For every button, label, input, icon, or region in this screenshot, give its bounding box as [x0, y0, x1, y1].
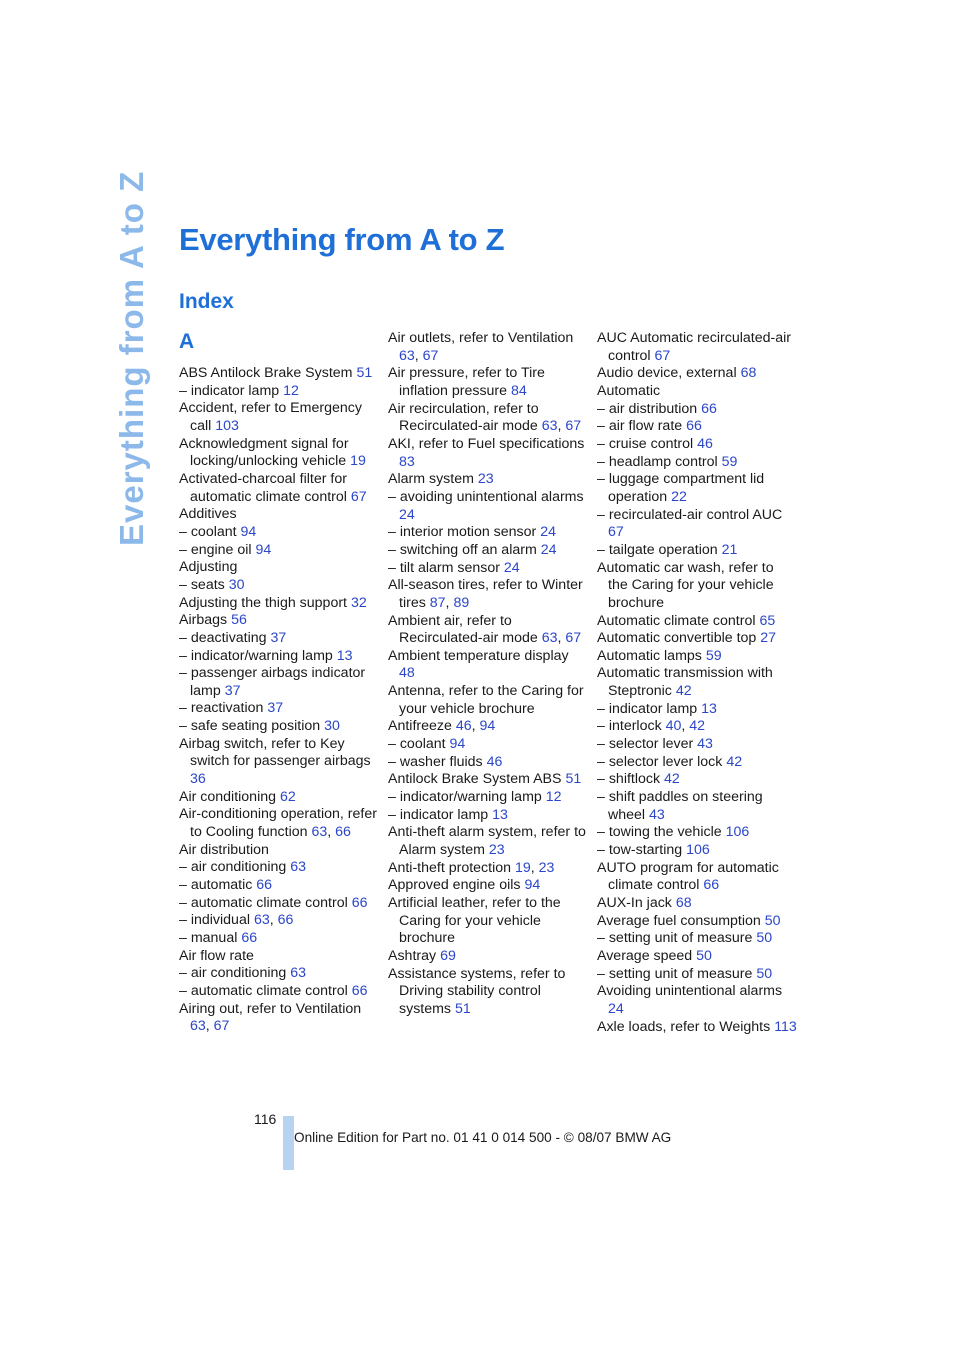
entry-text: – coolant [179, 523, 237, 540]
index-entry [179, 930, 379, 948]
page-link[interactable]: 51 [356, 365, 373, 381]
page-link[interactable]: 50 [756, 965, 773, 982]
index-entry [388, 948, 588, 966]
index-entry: All-season tires, refer to Winter tires 87, 89 [388, 577, 583, 611]
entry-text: – tow-starting [597, 842, 683, 859]
entry-text: Air flow rate [179, 947, 254, 964]
page-link[interactable]: 62 [279, 788, 296, 805]
entry-text: – automatic [179, 877, 253, 894]
index-entry [388, 966, 588, 1019]
index-entry [597, 560, 797, 613]
entry-text: Acknowledgment signal for locking/unlocking vehicle [179, 435, 349, 470]
page-link[interactable]: 89 [453, 594, 470, 611]
index-entry [179, 648, 379, 666]
index-entry [179, 789, 379, 807]
page-link[interactable]: 94 [255, 541, 272, 558]
index-entry: Anti-theft protection 19, 23 [388, 859, 555, 876]
index-entry [179, 400, 379, 435]
page-link[interactable]: 69 [440, 947, 456, 964]
index-entry [597, 365, 797, 383]
index-column-2 [388, 330, 588, 1019]
index-entry [597, 665, 797, 700]
entry-text: – luggage compartment lid operation [597, 471, 765, 505]
page-link[interactable]: 68 [740, 365, 757, 382]
page-link[interactable]: 94 [524, 877, 541, 894]
page-link[interactable]: 63 [311, 824, 328, 841]
index-entry [179, 559, 379, 577]
entry-text: – air distribution [597, 400, 698, 417]
entry-text: – automatic climate control [179, 982, 348, 999]
page-link[interactable]: 37 [224, 682, 241, 699]
entry-text: Assistance systems, refer to Driving stability control systems [388, 965, 566, 1017]
index-entry [597, 401, 797, 419]
index-entry [179, 542, 379, 560]
index-entry: Ambient air, refer to Recirculated-air mode 63, 67 [388, 612, 582, 647]
page-link[interactable]: 106 [725, 824, 750, 841]
index-entry [597, 789, 797, 824]
index-entry [597, 771, 797, 789]
page-link[interactable]: 24 [503, 559, 520, 576]
entry-text: Air-conditioning operation, refer to Cooling function [179, 806, 377, 841]
entry-text: Airing out, refer to Ventilation [179, 1000, 362, 1017]
index-entry [597, 842, 797, 860]
page-link[interactable]: 22 [671, 488, 687, 505]
index-entry [597, 454, 797, 472]
page-link[interactable]: 32 [350, 594, 367, 611]
index-entry [179, 983, 379, 1001]
page-link[interactable]: 30 [228, 576, 245, 593]
index-entry [179, 383, 379, 401]
entry-text: – automatic climate control [179, 894, 348, 911]
index-entry [388, 524, 588, 542]
page-link[interactable]: 37 [267, 700, 284, 717]
entry-text: AUTO program for automatic climate control [597, 859, 779, 894]
entry-text: – washer fluids [388, 753, 483, 770]
index-entry [597, 895, 797, 913]
page-link[interactable]: 21 [721, 541, 738, 558]
index-entry [179, 612, 379, 630]
page-link[interactable]: 103 [215, 417, 239, 434]
index-entry [597, 948, 797, 966]
entry-text: Automatic car wash, refer to the Caring for your vehicle brochure [597, 559, 774, 611]
page-link[interactable]: 42 [689, 718, 706, 735]
index-entry [179, 471, 379, 506]
page-link[interactable]: 51 [454, 1000, 471, 1017]
index-entry [388, 754, 588, 772]
index-entry: – interlock 40, 42 [597, 718, 706, 735]
entry-text: – manual [179, 930, 238, 946]
index-entry [597, 436, 797, 454]
page-link[interactable]: 66 [241, 930, 258, 946]
entry-text: – interlock [597, 718, 662, 735]
index-entry [179, 700, 379, 718]
page-link[interactable]: 67 [565, 630, 582, 647]
index-entry [388, 365, 588, 400]
entry-text: Air distribution [179, 841, 269, 858]
index-entry [597, 471, 797, 506]
index-entry [597, 966, 797, 984]
entry-text: AUC Automatic recirculated-air control [597, 330, 791, 364]
index-entry [179, 948, 379, 966]
index-entry: Air-conditioning operation, refer to Cooling function 63, 66 [179, 806, 377, 841]
page-link[interactable]: 51 [565, 771, 582, 788]
index-entry [597, 983, 797, 1018]
page-link[interactable]: 13 [701, 700, 717, 717]
index-entry [388, 771, 588, 789]
entry-text: Adjusting the thigh support [179, 594, 347, 611]
page-link[interactable]: 67 [350, 488, 367, 505]
entry-text: Anti-theft protection [388, 859, 512, 876]
index-entry [597, 1019, 797, 1037]
index-entry [179, 577, 379, 595]
page-link[interactable]: 66 [277, 912, 294, 929]
entry-text: – selector lever [597, 736, 694, 753]
entry-text: – avoiding unintentional alarms [388, 488, 584, 505]
page-link[interactable]: 56 [231, 612, 247, 629]
index-entry [179, 595, 379, 613]
entry-text: Avoiding unintentional alarms [597, 983, 783, 1000]
entry-text: Antenna, refer to the Caring for your vehicle brochure [388, 683, 584, 717]
index-entry: – individual 63, 66 [179, 912, 294, 929]
page-link[interactable]: 12 [545, 789, 562, 806]
page-link[interactable]: 30 [324, 718, 340, 735]
page-link[interactable]: 113 [774, 1018, 797, 1035]
page-link[interactable]: 23 [488, 842, 505, 859]
entry-text: – safe seating position [179, 718, 321, 735]
page-link[interactable]: 67 [608, 524, 624, 541]
index-entry [179, 506, 379, 524]
page-link[interactable]: 50 [764, 912, 781, 929]
entry-text: ABS Antilock Brake System [179, 365, 353, 381]
entry-text: – individual [179, 912, 250, 929]
entry-text: – indicator/warning lamp [388, 789, 542, 806]
index-entry: Air recirculation, refer to Recirculated-air mode 63, 67 [388, 400, 582, 435]
page-link[interactable]: 84 [511, 382, 527, 399]
index-entry [179, 877, 379, 895]
index-entry [597, 630, 797, 648]
entry-text: Ambient temperature display [388, 647, 569, 664]
index-entry: Air outlets, refer to Ventilation 63, 67 [388, 330, 574, 364]
index-entry [179, 365, 379, 383]
page-link[interactable]: 63 [290, 859, 306, 876]
index-entry [597, 930, 797, 948]
page-link[interactable]: 23 [477, 471, 494, 488]
entry-text: Activated-charcoal filter for automatic climate control [179, 470, 347, 505]
entry-text: Alarm system [388, 471, 474, 488]
entry-text: – seats [179, 576, 225, 593]
index-entry [597, 383, 797, 401]
entry-text: AKI, refer to Fuel specifications [388, 435, 585, 452]
entry-text: Automatic lamps [597, 647, 702, 664]
entry-text: Ambient air, refer to Recirculated-air mode [388, 612, 538, 647]
footer-bar [283, 1116, 294, 1170]
entry-text: Airbags [179, 612, 228, 629]
page-link[interactable]: 46 [486, 753, 503, 770]
index-entry [388, 877, 588, 895]
section-title: Index [179, 290, 234, 313]
page-link[interactable]: 66 [351, 982, 368, 999]
page-link[interactable]: 42 [664, 771, 680, 788]
entry-text: – setting unit of measure [597, 930, 753, 947]
entry-text: – air conditioning [179, 965, 287, 982]
entry-text: – shiftlock [597, 771, 661, 788]
entry-text: Artificial leather, refer to the Caring for your vehicle brochure [388, 895, 561, 947]
index-entry [597, 613, 797, 631]
entry-text: Accident, refer to Emergency call [179, 400, 362, 434]
entry-text: Airbag switch, refer to Key switch for passenger airbags [179, 735, 371, 770]
index-entry [597, 824, 797, 842]
entry-text: Additives [179, 506, 237, 523]
page-link[interactable]: 24 [399, 506, 415, 523]
entry-text: – coolant [388, 736, 446, 753]
index-entry [388, 895, 588, 948]
entry-text: – indicator lamp [388, 806, 489, 823]
entry-text: Average speed [597, 947, 693, 964]
entry-text: Average fuel consumption [597, 912, 761, 929]
page-link[interactable]: 42 [726, 753, 743, 770]
index-letter: A [179, 330, 195, 353]
page-link[interactable]: 67 [213, 1018, 230, 1035]
entry-text: Antifreeze [388, 718, 452, 735]
entry-text: – cruise control [597, 435, 694, 452]
index-entry [597, 913, 797, 931]
index-entry [179, 524, 379, 542]
entry-text: – shift paddles on steering wheel [597, 789, 763, 823]
page-link[interactable]: 65 [759, 612, 776, 629]
index-entry [388, 789, 588, 807]
entry-text: Automatic [597, 382, 661, 399]
page-link[interactable]: 67 [654, 347, 671, 364]
page-link[interactable]: 24 [540, 524, 556, 541]
index-entry: Airing out, refer to Ventilation 63, 67 [179, 1000, 362, 1035]
entry-text: All-season tires, refer to Winter tires [388, 577, 583, 611]
entry-text: Air outlets, refer to Ventilation [388, 330, 574, 346]
footer-text: Online Edition for Part no. 01 41 0 014 500 - © 08/07 BMW AG [294, 1130, 672, 1145]
index-entry [597, 418, 797, 436]
page-link[interactable]: 68 [675, 895, 692, 911]
page-link[interactable]: 36 [190, 771, 206, 788]
index-entry [179, 718, 379, 736]
page-link[interactable]: 66 [256, 877, 273, 894]
entry-text: Air recirculation, refer to Recirculated-air mode [388, 400, 539, 435]
index-entry [388, 824, 588, 859]
index-entry [597, 754, 797, 772]
page-link[interactable]: 27 [760, 630, 777, 647]
page-number: 116 [254, 1111, 277, 1127]
entry-text: Audio device, external [597, 365, 737, 382]
entry-text: Air conditioning [179, 788, 277, 805]
index-entry [388, 807, 588, 825]
index-entry [597, 701, 797, 719]
index-entry [388, 736, 588, 754]
page-title: Everything from A to Z [179, 222, 505, 257]
page-link[interactable]: 24 [608, 1000, 624, 1017]
index-entry [388, 683, 588, 718]
entry-text: – engine oil [179, 541, 252, 558]
entry-text: Automatic climate control [597, 612, 756, 629]
entry-text: – switching off an alarm [388, 541, 537, 558]
index-entry [597, 648, 797, 666]
page-link[interactable]: 12 [283, 382, 299, 399]
index-entry [597, 860, 797, 895]
page-link[interactable]: 19 [514, 859, 531, 876]
index-entry [388, 560, 588, 578]
page-link[interactable]: 46 [697, 435, 713, 452]
entry-text: – tailgate operation [597, 541, 718, 558]
entry-text: Axle loads, refer to Weights [597, 1018, 771, 1035]
index-column-1 [179, 330, 379, 1036]
entry-text: AUX-In jack [597, 895, 672, 911]
page-link[interactable]: 63 [541, 418, 558, 435]
page-link[interactable]: 59 [721, 453, 738, 470]
entry-text: Adjusting [179, 559, 238, 576]
page-link[interactable]: 37 [270, 629, 287, 646]
entry-text: Air pressure, refer to Tire inflation pressure [388, 365, 545, 399]
index-entry [179, 859, 379, 877]
entry-text: – interior motion sensor [388, 524, 537, 541]
entry-text: – air conditioning [179, 859, 287, 876]
entry-text: Anti-theft alarm system, refer to Alarm system [388, 824, 586, 859]
page-link[interactable]: 66 [703, 877, 720, 894]
page-link[interactable]: 87 [429, 594, 446, 611]
entry-text: – selector lever lock [597, 753, 723, 770]
page-link[interactable]: 43 [697, 736, 713, 753]
index-entry [388, 648, 588, 683]
entry-text: – tilt alarm sensor [388, 559, 500, 576]
entry-text: – passenger airbags indicator lamp [179, 665, 366, 699]
entry-text: – deactivating [179, 629, 267, 646]
index-entry [388, 471, 588, 489]
page-link[interactable]: 42 [675, 683, 692, 700]
page-link[interactable]: 43 [649, 806, 665, 823]
index-entry [597, 330, 797, 365]
index-entry [597, 736, 797, 754]
side-title: Everything from A to Z [113, 170, 150, 546]
index-entry [388, 436, 588, 471]
index-entry [597, 542, 797, 560]
page-link[interactable]: 66 [686, 418, 702, 435]
page-link[interactable]: 63 [290, 965, 306, 982]
entry-text: – indicator lamp [597, 700, 698, 717]
entry-text: – recirculated-air control AUC [597, 506, 783, 523]
index-entry [179, 895, 379, 913]
index-entry [179, 665, 379, 700]
page-link[interactable]: 83 [399, 453, 415, 470]
page-link[interactable]: 50 [696, 947, 712, 964]
page-link[interactable]: 13 [492, 806, 508, 823]
index-entry [179, 436, 379, 471]
page-link[interactable]: 63 [253, 912, 270, 929]
page-link[interactable]: 66 [335, 824, 351, 841]
entry-text: – air flow rate [597, 418, 683, 435]
page-link[interactable]: 106 [686, 842, 710, 859]
page-link[interactable]: 48 [399, 665, 415, 682]
page-link[interactable]: 94 [479, 718, 496, 735]
entry-text: Ashtray [388, 947, 437, 964]
entry-text: Automatic convertible top [597, 630, 757, 647]
index-entry [179, 630, 379, 648]
index-entry: Antifreeze 46, 94 [388, 718, 496, 735]
page-link[interactable]: 63 [541, 630, 558, 647]
page-link[interactable]: 67 [422, 347, 439, 364]
entry-text: Antilock Brake System ABS [388, 771, 562, 788]
page-link[interactable]: 67 [565, 418, 582, 435]
index-entry [179, 736, 379, 789]
page-link[interactable]: 40 [665, 718, 682, 735]
entry-text: Automatic transmission with Steptronic [597, 665, 773, 700]
page-link[interactable]: 46 [455, 718, 472, 735]
entry-text: – reactivation [179, 700, 264, 717]
entry-text: – towing the vehicle [597, 824, 722, 841]
page-link[interactable]: 66 [701, 400, 717, 417]
entry-text: Approved engine oils [388, 877, 521, 894]
index-entry [388, 542, 588, 560]
page-link[interactable]: 66 [351, 894, 368, 911]
page-link[interactable]: 13 [336, 647, 353, 664]
page-link[interactable]: 24 [540, 541, 557, 558]
index-entry [179, 842, 379, 860]
page-link[interactable]: 19 [350, 453, 366, 470]
page-link[interactable]: 63 [399, 347, 415, 364]
page-link[interactable]: 59 [705, 647, 722, 664]
index-column-3 [597, 330, 797, 1036]
page-link[interactable]: 94 [449, 736, 466, 753]
entry-text: – indicator lamp [179, 382, 280, 399]
page-link[interactable]: 63 [190, 1018, 206, 1035]
page-link[interactable]: 94 [240, 523, 257, 540]
entry-text: – headlamp control [597, 453, 718, 470]
index-entry [597, 507, 797, 542]
page-link[interactable]: 23 [538, 859, 555, 876]
entry-text: – setting unit of measure [597, 965, 753, 982]
index-entry [179, 965, 379, 983]
entry-text: – indicator/warning lamp [179, 647, 333, 664]
index-entry [388, 489, 588, 524]
page-link[interactable]: 50 [756, 930, 773, 947]
